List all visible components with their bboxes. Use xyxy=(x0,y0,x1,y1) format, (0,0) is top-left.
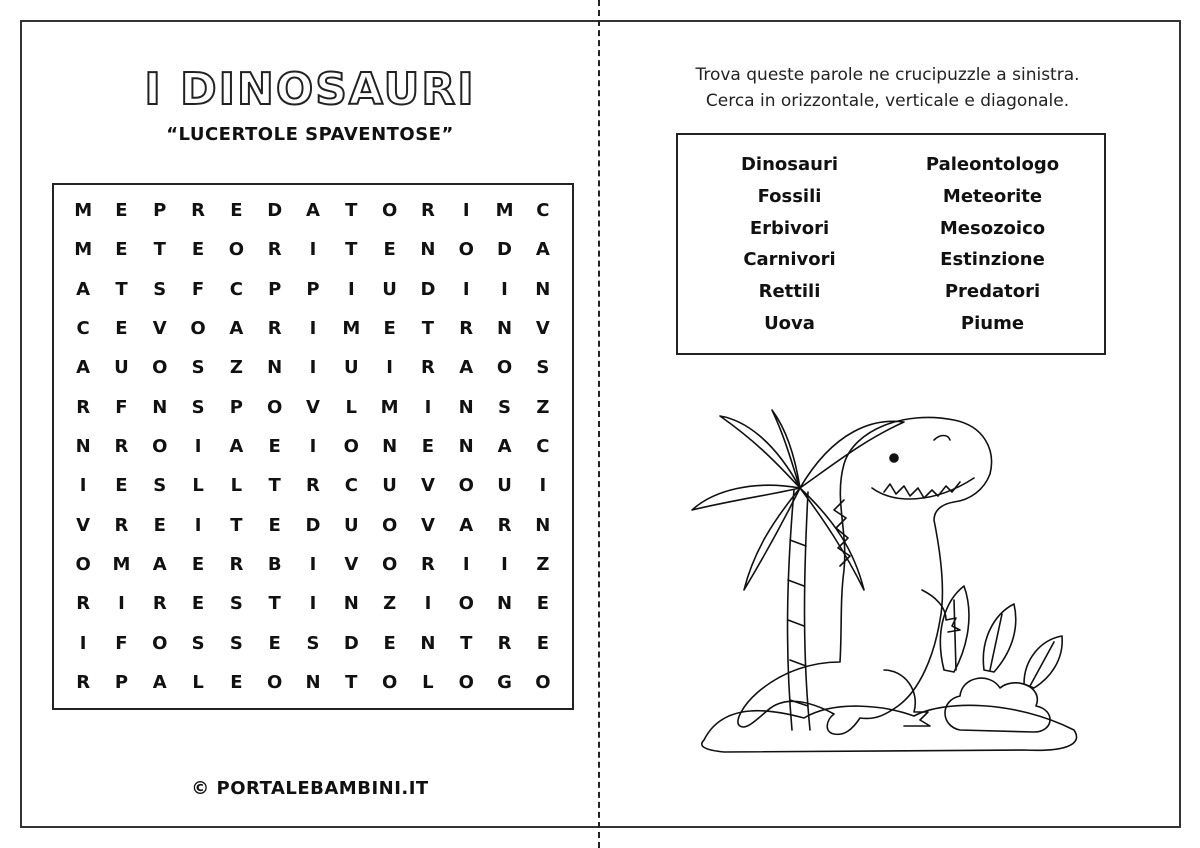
grid-cell: B xyxy=(267,553,282,575)
grid-cell: C xyxy=(229,278,243,300)
grid-cell: T xyxy=(268,475,281,497)
grid-cell: T xyxy=(268,593,281,615)
grid-cell: O xyxy=(458,475,474,497)
grid-cell: T xyxy=(345,239,358,261)
grid-cell: N xyxy=(458,396,474,418)
grid-cell: E xyxy=(268,632,281,654)
grid-cell: P xyxy=(306,278,320,300)
instructions xyxy=(660,62,1115,114)
grid-cell: R xyxy=(497,632,512,654)
grid-cell: V xyxy=(152,318,167,340)
grid-cell: R xyxy=(229,553,244,575)
grid-cell: S xyxy=(153,475,167,497)
grid-cell: E xyxy=(115,239,128,261)
grid-cell: L xyxy=(230,475,243,497)
grid-cell: D xyxy=(343,632,359,654)
grid-cell: E xyxy=(383,239,396,261)
grid-cell: I xyxy=(309,239,317,261)
word-list-item: Predatori xyxy=(944,280,1041,302)
grid-cell: T xyxy=(421,318,435,340)
grid-cell: Z xyxy=(536,553,550,575)
grid-cell: S xyxy=(191,632,205,654)
grid-cell: O xyxy=(228,239,245,261)
grid-cell: F xyxy=(115,396,128,418)
grid-cell: N xyxy=(267,357,283,379)
grid-cell: O xyxy=(381,553,398,575)
grid-cell: D xyxy=(497,239,512,261)
grid-cell: S xyxy=(229,632,243,654)
grid-cell: M xyxy=(342,318,361,340)
grid-cell: F xyxy=(115,632,128,654)
grid-cell: T xyxy=(115,278,128,300)
instructions-line-2: Cerca in orizzontale, verticale e diagonale. xyxy=(705,91,1070,111)
grid-cell: R xyxy=(267,318,282,340)
grid-cell: E xyxy=(230,200,243,222)
grid-cell: U xyxy=(497,475,512,497)
word-list-item: Paleontologo xyxy=(925,154,1060,176)
grid-cell: E xyxy=(268,435,281,457)
grid-cell: N xyxy=(75,435,91,457)
grid-cell: I xyxy=(118,593,125,615)
word-list-item: Dinosauri xyxy=(740,154,838,176)
grid-cell: S xyxy=(498,396,512,418)
grid-cell: E xyxy=(268,514,281,536)
grid-cell: N xyxy=(382,435,398,457)
grid-cell: C xyxy=(344,475,358,497)
grid-cell: E xyxy=(115,475,128,497)
grid-cell: E xyxy=(421,435,435,457)
grid-cell: C xyxy=(76,318,90,340)
grid-cell: O xyxy=(152,632,168,654)
grid-cell: D xyxy=(267,200,283,222)
grid-cell: E xyxy=(191,593,205,615)
grid-cell: R xyxy=(191,200,205,222)
grid-cell: O xyxy=(458,593,474,615)
grid-cell: U xyxy=(343,357,359,379)
grid-cell: R xyxy=(420,357,435,379)
grid-cell: R xyxy=(76,396,91,418)
grid-cell: E xyxy=(153,514,166,536)
grid-cell: F xyxy=(191,278,205,300)
grid-cell: O xyxy=(190,318,206,340)
grid-cell: R xyxy=(76,671,91,693)
grid-cell: O xyxy=(381,514,398,536)
word-list-item: Piume xyxy=(960,312,1025,334)
grid-cell: P xyxy=(268,278,282,300)
grid-cell: N xyxy=(152,396,168,418)
grid-cell: I xyxy=(309,318,317,340)
grid-cell: E xyxy=(383,632,396,654)
grid-cell: O xyxy=(535,671,551,693)
grid-cell: O xyxy=(343,435,359,457)
grid-cell: U xyxy=(343,514,359,536)
grid-cell: E xyxy=(115,200,128,222)
grid-cell: N xyxy=(535,514,551,536)
grid-cell: U xyxy=(382,475,397,497)
fold-line xyxy=(598,0,600,848)
word-search-grid xyxy=(52,183,574,710)
grid-cell: I xyxy=(501,553,508,575)
grid-cell: P xyxy=(114,671,129,693)
grid-cell: A xyxy=(306,200,320,222)
grid-cell: Z xyxy=(536,396,550,418)
grid-cell: N xyxy=(420,239,436,261)
grid-cell: L xyxy=(192,671,204,693)
instructions-line-1: Trova queste parole ne crucipuzzle a sinistra. xyxy=(695,65,1080,85)
page-title: I DINOSAURI xyxy=(144,64,476,115)
grid-cell: I xyxy=(539,475,547,497)
grid-cell: I xyxy=(462,553,470,575)
grid-cell: V xyxy=(76,514,91,536)
word-list-item: Mesozoico xyxy=(939,217,1046,239)
grid-cell: M xyxy=(74,200,93,222)
grid-cell: A xyxy=(535,239,550,261)
grid-cell: U xyxy=(114,357,129,379)
grid-cell: N xyxy=(305,671,321,693)
grid-cell: R xyxy=(459,318,474,340)
grid-cell: V xyxy=(306,396,320,418)
grid-cell: I xyxy=(309,593,317,615)
grid-cell: N xyxy=(535,278,551,300)
grid-cell: A xyxy=(497,435,512,457)
grid-cell: I xyxy=(309,553,317,575)
grid-cell: N xyxy=(496,593,513,615)
grid-cell: T xyxy=(153,239,166,261)
grid-cell: C xyxy=(536,435,550,457)
grid-cell: O xyxy=(75,553,91,575)
grid-cell: S xyxy=(229,593,243,615)
word-list-item: Carnivori xyxy=(743,249,836,271)
grid-cell: I xyxy=(386,357,393,379)
grid-cell: R xyxy=(76,593,91,615)
grid-cell: I xyxy=(501,278,508,300)
grid-cell: M xyxy=(74,239,93,261)
grid-cell: Z xyxy=(383,593,397,615)
grid-cell: T xyxy=(345,671,358,693)
grid-cell: S xyxy=(306,632,320,654)
word-list xyxy=(676,133,1106,355)
grid-cell: M xyxy=(112,553,131,575)
grid-cell: R xyxy=(152,593,167,615)
grid-cell: V xyxy=(344,553,359,575)
grid-cell: D xyxy=(420,278,436,300)
grid-cell: S xyxy=(536,357,550,379)
grid-cell: O xyxy=(152,357,168,379)
grid-cell: N xyxy=(343,593,359,615)
grid-cell: O xyxy=(267,396,283,418)
grid-cell: V xyxy=(420,514,435,536)
grid-cell: Z xyxy=(229,357,243,379)
grid-cell: A xyxy=(76,357,91,379)
grid-cell: P xyxy=(153,200,167,222)
grid-cell: L xyxy=(422,671,434,693)
grid-cell: O xyxy=(496,357,513,379)
grid-cell: L xyxy=(345,396,358,418)
grid-cell: U xyxy=(382,278,397,300)
grid-cell: I xyxy=(424,396,432,418)
word-list-item: Rettili xyxy=(758,280,821,302)
grid-cell: S xyxy=(191,396,205,418)
grid-cell: R xyxy=(114,514,129,536)
grid-cell: R xyxy=(420,553,435,575)
grid-cell: E xyxy=(536,632,549,654)
grid-cell: I xyxy=(194,435,202,457)
grid-cell: T xyxy=(460,632,473,654)
grid-cell: A xyxy=(152,553,167,575)
grid-cell: I xyxy=(462,278,470,300)
grid-cell: I xyxy=(79,475,87,497)
grid-cell: S xyxy=(191,357,205,379)
grid-cell: A xyxy=(229,435,244,457)
grid-cell: M xyxy=(495,200,514,222)
grid-cell: I xyxy=(309,357,317,379)
grid-cell: I xyxy=(79,632,87,654)
grid-cell: V xyxy=(535,318,550,340)
grid-cell: V xyxy=(420,475,435,497)
grid-cell: T xyxy=(345,200,358,222)
grid-cell: N xyxy=(496,318,513,340)
grid-cell: I xyxy=(424,593,432,615)
grid-cell: A xyxy=(459,357,474,379)
grid-cell: A xyxy=(76,278,91,300)
dinosaur-with-palm-tree-icon xyxy=(684,400,1096,760)
grid-cell: R xyxy=(497,514,512,536)
grid-cell: S xyxy=(153,278,167,300)
grid-cell: G xyxy=(497,671,512,693)
grid-cell: C xyxy=(536,200,550,222)
grid-cell: O xyxy=(458,239,474,261)
word-list-item: Uova xyxy=(764,312,815,334)
grid-cell: L xyxy=(192,475,204,497)
grid-cell: R xyxy=(420,200,435,222)
grid-cell: E xyxy=(191,553,205,575)
grid-cell: M xyxy=(380,396,399,418)
grid-cell: A xyxy=(459,514,474,536)
grid-cell: N xyxy=(458,435,474,457)
word-list-item: Fossili xyxy=(757,185,822,207)
copyright: © PORTALEBAMBINI.IT xyxy=(191,778,429,799)
grid-cell: O xyxy=(381,671,398,693)
grid-cell: D xyxy=(305,514,321,536)
grid-cell: E xyxy=(230,671,243,693)
grid-cell: A xyxy=(152,671,167,693)
grid-cell: N xyxy=(420,632,436,654)
grid-cell: P xyxy=(229,396,243,418)
grid-cell: E xyxy=(191,239,205,261)
grid-cell: I xyxy=(309,435,317,457)
word-list-item: Erbivori xyxy=(749,217,830,239)
grid-cell: E xyxy=(383,318,396,340)
grid-cell: R xyxy=(267,239,282,261)
word-list-item: Meteorite xyxy=(942,185,1043,207)
grid-cell: R xyxy=(306,475,320,497)
grid-cell: E xyxy=(536,593,549,615)
grid-cell: A xyxy=(229,318,244,340)
grid-cell: O xyxy=(267,671,283,693)
grid-cell: O xyxy=(152,435,168,457)
grid-cell: I xyxy=(194,514,202,536)
grid-cell: O xyxy=(381,200,398,222)
grid-cell: E xyxy=(115,318,128,340)
grid-cell: I xyxy=(462,200,470,222)
page-subtitle: “LUCERTOLE SPAVENTOSE” xyxy=(166,124,454,145)
word-list-item: Estinzione xyxy=(940,249,1045,271)
grid-cell: R xyxy=(114,435,129,457)
grid-cell: O xyxy=(458,671,474,693)
grid-cell: T xyxy=(230,514,243,536)
grid-cell: I xyxy=(347,278,355,300)
